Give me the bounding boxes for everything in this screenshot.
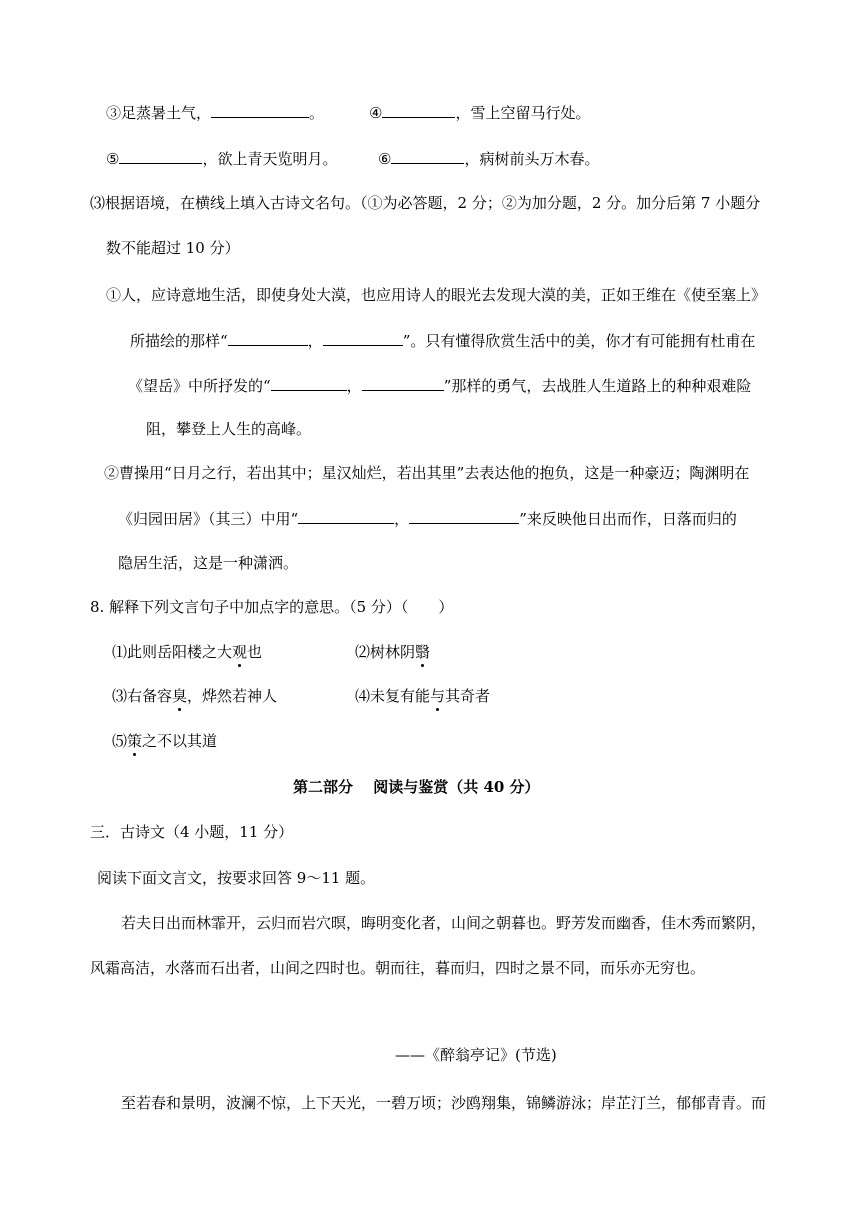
text: 《归园田居》（其三）中用“	[118, 510, 299, 528]
dotted-character: 观	[232, 643, 248, 661]
text: ⑸	[112, 732, 128, 750]
q8-title: 8. 解释下列文言句子中加点字的意思。（5 分）（ ）	[90, 598, 454, 616]
dotted-character: 与	[430, 687, 446, 705]
q7-p2-line2	[118, 508, 737, 529]
item-text: ，病树前头万木春。	[464, 150, 600, 168]
poem-item-4	[369, 102, 590, 123]
item-number: ⑤	[106, 150, 120, 168]
answer-blank[interactable]	[362, 375, 444, 391]
answer-blank[interactable]	[298, 508, 394, 524]
dotted-character: 臭	[172, 687, 188, 705]
item-text: 足蒸暑土气，	[121, 104, 212, 122]
answer-blank[interactable]	[228, 330, 308, 346]
q7-part3-heading: ⑶根据语境，在横线上填入古诗文名句。（①为必答题，2 分；②为加分题，2 分。加分后第 7 小题分	[90, 194, 761, 212]
item-number: ④	[369, 104, 383, 122]
q7-p1-line3	[128, 375, 751, 396]
text: ⑷未复有能	[355, 687, 431, 705]
q7-part3-heading-cont: 数不能超过 10 分）	[106, 239, 240, 257]
q7-p1-line2	[130, 330, 755, 351]
passage-source: ——《醉翁亭记》(节选)	[395, 1046, 557, 1064]
passage2-line-1: 至若春和景明，波澜不惊，上下天光，一碧万顷；沙鸥翔集，锦鳞游泳；岸芷汀兰，郁郁青青。而	[121, 1094, 767, 1112]
item-number: ⑥	[378, 150, 392, 168]
text: 《望岳》中所抒发的“	[128, 377, 271, 395]
q8-sentence-4	[355, 686, 490, 706]
poem-item-3	[106, 102, 324, 123]
dotted-character: 策	[127, 732, 143, 750]
text: ”。只有懂得欣赏生活中的美，你才有可能拥有杜甫在	[402, 332, 756, 350]
reading-instruction: 阅读下面文言文，按要求回答 9～11 题。	[97, 869, 376, 887]
part2-title: 第二部分 阅读与鉴赏（共 40 分）	[293, 778, 540, 796]
answer-blank[interactable]	[119, 148, 202, 164]
answer-blank[interactable]	[391, 148, 464, 164]
q7-p1-line1: ①人，应诗意地生活，即使身处大漠，也应用诗人的眼光去发现大漠的美，正如王维在《使至塞上》	[106, 286, 767, 304]
q8-sentence-2	[355, 642, 430, 662]
q7-p1-line4: 阻，攀登上人生的高峰。	[146, 420, 312, 438]
text: 也	[247, 643, 263, 661]
dotted-character: 翳	[415, 643, 431, 661]
item-number: ③	[106, 104, 122, 122]
q8-sentence-1	[112, 642, 262, 662]
answer-blank[interactable]	[382, 102, 455, 118]
text: ”那样的勇气，去战胜人生道路上的种种艰难险	[443, 377, 752, 395]
q8-sentence-3	[112, 686, 277, 706]
text: ，	[307, 332, 323, 350]
text: 之不以其道	[142, 732, 218, 750]
text: ，	[394, 510, 410, 528]
item-text: ，雪上空留马行处。	[455, 104, 591, 122]
answer-blank[interactable]	[409, 508, 519, 524]
answer-blank[interactable]	[271, 375, 347, 391]
text: ⑵树林阴	[355, 643, 416, 661]
text: ⑶右备容	[112, 687, 173, 705]
text: 所描绘的那样“	[130, 332, 228, 350]
poem-item-5	[106, 148, 337, 169]
answer-blank[interactable]	[211, 102, 309, 118]
q8-sentence-5	[112, 731, 217, 751]
answer-blank[interactable]	[323, 330, 403, 346]
item-text: ，欲上青天览明月。	[202, 150, 338, 168]
passage-line-1: 若夫日出而林霏开，云归而岩穴暝，晦明变化者，山间之朝暮也。野芳发而幽香，佳木秀而繁阴，	[121, 914, 767, 932]
q7-p2-line1: ②曹操用“日月之行，若出其中；星汉灿烂，若出其里”去表达他的抱负，这是一种豪迈；陶渊明在	[104, 464, 750, 482]
text: ，烨然若神人	[187, 687, 278, 705]
poem-item-6	[378, 148, 599, 169]
text: 其奇者	[445, 687, 491, 705]
text: ”来反映他日出而作，日落而归的	[519, 510, 737, 528]
passage-line-2: 风霜高洁，水落而石出者，山间之四时也。朝而往，暮而归，四时之景不同，而乐亦无穷也。	[90, 959, 706, 977]
section-3-heading: 三．古诗文（4 小题，11 分）	[90, 823, 294, 841]
item-text-end: 。	[309, 104, 325, 122]
q7-p2-line3: 隐居生活，这是一种潇洒。	[118, 554, 299, 572]
text: ，	[346, 377, 362, 395]
text: ⑴此则岳阳楼之大	[112, 643, 233, 661]
